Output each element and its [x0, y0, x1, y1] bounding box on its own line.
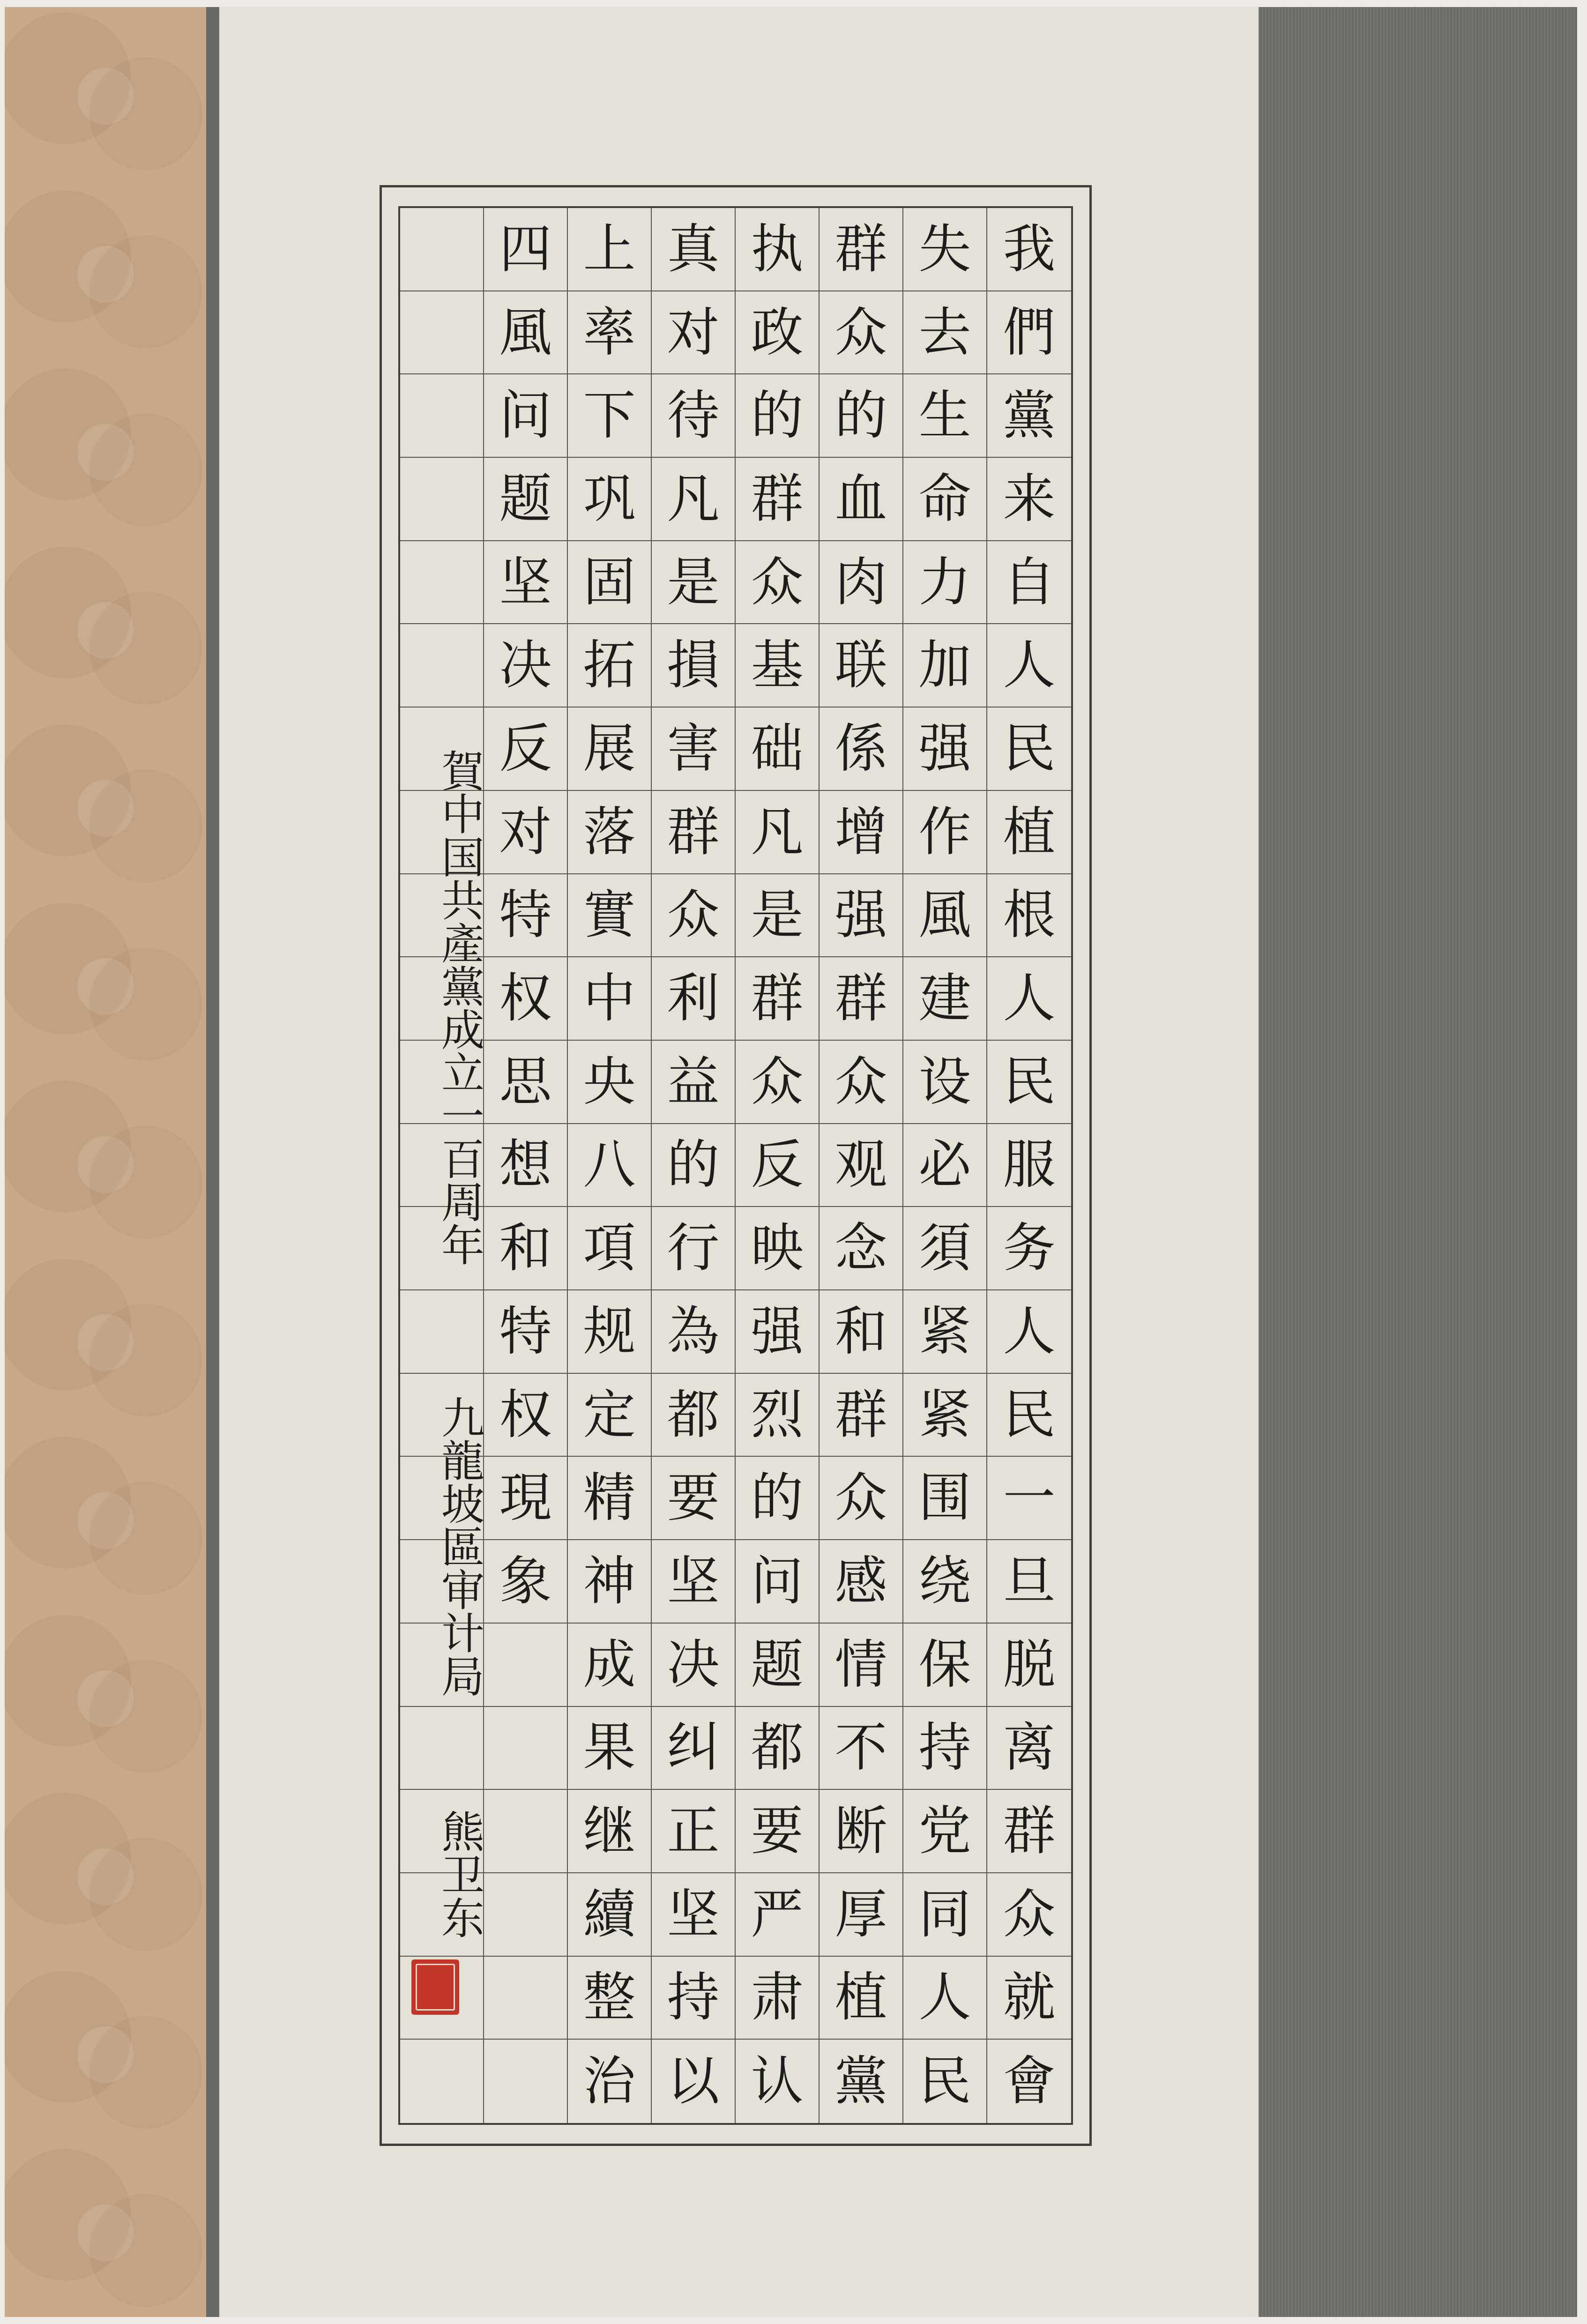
grid-cell [400, 541, 484, 625]
grid-character: 坚 [652, 1540, 736, 1624]
grid-character: 增 [820, 791, 903, 874]
left-dark-border [206, 7, 219, 2317]
grid-character: 断 [820, 1790, 903, 1873]
grid-character: 基 [736, 624, 820, 708]
grid-character: 必 [903, 1124, 987, 1207]
grid-character: 民 [987, 708, 1071, 791]
grid-character: 同 [903, 1873, 987, 1957]
grid-character: 須 [903, 1207, 987, 1290]
left-brocade-mount [5, 7, 206, 2317]
grid-character: 人 [987, 957, 1071, 1041]
grid-character: 落 [568, 791, 652, 874]
grid-character: 失 [903, 208, 987, 291]
grid-character: 真 [652, 208, 736, 291]
grid-character: 利 [652, 957, 736, 1041]
grid-character: 权 [484, 1374, 568, 1457]
grid-character: 烈 [736, 1374, 820, 1457]
grid-character: 肉 [820, 541, 903, 625]
grid-character: 都 [652, 1374, 736, 1457]
grid-character: 纠 [652, 1707, 736, 1790]
grid-character: 感 [820, 1540, 903, 1624]
grid-character: 问 [736, 1540, 820, 1624]
grid-character: 行 [652, 1207, 736, 1290]
grid-character: 精 [568, 1457, 652, 1540]
right-dark-mount [1259, 7, 1577, 2317]
grid-cell [400, 291, 484, 375]
grid-cell [484, 1957, 568, 2040]
grid-character: 执 [736, 208, 820, 291]
grid-character: 續 [568, 1873, 652, 1957]
grid-character: 不 [820, 1707, 903, 1790]
grid-character: 决 [484, 624, 568, 708]
grid-character: 建 [903, 957, 987, 1041]
grid-character: 生 [903, 374, 987, 458]
grid-character: 特 [484, 874, 568, 958]
grid-character: 成 [568, 1624, 652, 1707]
grid-character: 肃 [736, 1957, 820, 2040]
grid-character: 思 [484, 1041, 568, 1124]
grid-character: 命 [903, 458, 987, 541]
grid-character: 强 [820, 874, 903, 958]
grid-cell [484, 1707, 568, 1790]
grid-cell [400, 458, 484, 541]
grid-character: 四 [484, 208, 568, 291]
grid-character: 神 [568, 1540, 652, 1624]
grid-character: 绕 [903, 1540, 987, 1624]
grid-character: 规 [568, 1290, 652, 1374]
grid-character: 作 [903, 791, 987, 874]
grid-character: 众 [987, 1873, 1071, 1957]
grid-character: 植 [987, 791, 1071, 874]
grid-character: 根 [987, 874, 1071, 958]
grid-character: 群 [652, 791, 736, 874]
grid-character: 离 [987, 1707, 1071, 1790]
grid-cell [484, 2040, 568, 2123]
grid-character: 围 [903, 1457, 987, 1540]
grid-character: 的 [820, 374, 903, 458]
grid-character: 下 [568, 374, 652, 458]
grid-character: 人 [987, 1290, 1071, 1374]
grid-cell [400, 2040, 484, 2123]
grid-character: 认 [736, 2040, 820, 2123]
grid-character: 的 [736, 1457, 820, 1540]
grid-character: 凡 [652, 458, 736, 541]
grid-character: 众 [820, 291, 903, 375]
grid-character: 严 [736, 1873, 820, 1957]
grid-character: 础 [736, 708, 820, 791]
grid-character: 人 [903, 1957, 987, 2040]
grid-character: 植 [820, 1957, 903, 2040]
grid-character: 众 [652, 874, 736, 958]
grid-character: 風 [484, 291, 568, 375]
grid-character: 拓 [568, 624, 652, 708]
grid-character: 问 [484, 374, 568, 458]
seal-border [416, 1964, 455, 2011]
grid-character: 群 [987, 1790, 1071, 1873]
grid-character: 益 [652, 1041, 736, 1124]
calligraphy-grid [398, 206, 1073, 2125]
grid-character: 特 [484, 1290, 568, 1374]
grid-character: 脱 [987, 1624, 1071, 1707]
grid-character: 念 [820, 1207, 903, 1290]
grid-character: 紧 [903, 1374, 987, 1457]
grid-character: 党 [903, 1790, 987, 1873]
grid-character: 继 [568, 1790, 652, 1873]
grid-character: 群 [820, 1374, 903, 1457]
grid-character: 群 [736, 458, 820, 541]
grid-character: 凡 [736, 791, 820, 874]
grid-character: 强 [736, 1290, 820, 1374]
grid-character: 题 [736, 1624, 820, 1707]
grid-character: 固 [568, 541, 652, 625]
grid-character: 厚 [820, 1873, 903, 1957]
grid-character: 和 [820, 1290, 903, 1374]
inscription-line2: 九龍坡區审计局 [434, 1395, 484, 1697]
grid-character: 对 [484, 791, 568, 874]
signature: 熊卫东 [434, 1810, 484, 1939]
grid-cell [484, 1624, 568, 1707]
grid-character: 正 [652, 1790, 736, 1873]
grid-character: 想 [484, 1124, 568, 1207]
grid-character: 题 [484, 458, 568, 541]
grid-character: 會 [1003, 2051, 1056, 2112]
grid-character: 反 [484, 708, 568, 791]
grid-character: 黨 [987, 374, 1071, 458]
grid-character: 損 [652, 624, 736, 708]
grid-character: 旦 [987, 1540, 1071, 1624]
grid-character: 央 [568, 1041, 652, 1124]
red-seal-stamp [411, 1959, 459, 2015]
grid-character: 為 [652, 1290, 736, 1374]
grid-character: 联 [820, 624, 903, 708]
grid-character: 强 [903, 708, 987, 791]
grid-character: 坚 [484, 541, 568, 625]
grid-character: 風 [903, 874, 987, 958]
grid-character: 整 [568, 1957, 652, 2040]
grid-character: 坚 [652, 1873, 736, 1957]
grid-character: 們 [987, 291, 1071, 375]
grid-character: 的 [652, 1124, 736, 1207]
grid-cell [400, 374, 484, 458]
grid-character: 人 [987, 624, 1071, 708]
grid-character: 黨 [820, 2040, 903, 2123]
grid-character: 待 [652, 374, 736, 458]
grid-character: 来 [987, 458, 1071, 541]
grid-cell [400, 208, 484, 291]
grid-character: 观 [820, 1124, 903, 1207]
grid-character: 权 [484, 957, 568, 1041]
grid-character: 众 [736, 1041, 820, 1124]
grid-character: 民 [987, 1374, 1071, 1457]
grid-character: 政 [736, 291, 820, 375]
inscription-line1: 賀中国共產黨成立一百周年 [434, 749, 484, 1266]
grid-character: 务 [987, 1207, 1071, 1290]
grid-cell [484, 1790, 568, 1873]
grid-character: 上 [568, 208, 652, 291]
grid-character: 定 [568, 1374, 652, 1457]
grid-character: 要 [736, 1790, 820, 1873]
grid-character: 群 [820, 957, 903, 1041]
grid-character: 現 [484, 1457, 568, 1540]
grid-character: 是 [736, 874, 820, 958]
grid-character: 展 [568, 708, 652, 791]
grid-character: 率 [568, 291, 652, 375]
grid-character: 持 [903, 1707, 987, 1790]
grid-character: 映 [736, 1207, 820, 1290]
grid-character: 紧 [903, 1290, 987, 1374]
grid-character: 自 [987, 541, 1071, 625]
grid-character: 民 [903, 2040, 987, 2123]
grid-character: 情 [820, 1624, 903, 1707]
grid-character: 的 [736, 374, 820, 458]
grid-character: 中 [568, 957, 652, 1041]
grid-character: 係 [820, 708, 903, 791]
grid-character: 實 [568, 874, 652, 958]
grid-character: 众 [820, 1041, 903, 1124]
grid-character: 是 [652, 541, 736, 625]
grid-character: 和 [484, 1207, 568, 1290]
grid-character: 治 [568, 2040, 652, 2123]
grid-character: 民 [987, 1041, 1071, 1124]
grid-character: 保 [903, 1624, 987, 1707]
grid-character: 要 [652, 1457, 736, 1540]
grid-character: 力 [903, 541, 987, 625]
grid-character: 持 [652, 1957, 736, 2040]
grid-character: 我 [987, 208, 1071, 291]
grid-character: 加 [903, 624, 987, 708]
grid-character: 就 [987, 1957, 1071, 2040]
grid-cell [484, 1873, 568, 1957]
grid-character: 血 [820, 458, 903, 541]
grid-character: 决 [652, 1624, 736, 1707]
grid-character: 众 [820, 1457, 903, 1540]
grid-character: 服 [987, 1124, 1071, 1207]
grid-character: 群 [820, 208, 903, 291]
grid-character: 果 [568, 1707, 652, 1790]
grid-character: 八 [568, 1124, 652, 1207]
grid-character: 都 [736, 1707, 820, 1790]
grid-character: 象 [484, 1540, 568, 1624]
grid-character: 害 [652, 708, 736, 791]
grid-character: 項 [568, 1207, 652, 1290]
grid-character: 去 [903, 291, 987, 375]
grid-character: 一 [987, 1457, 1071, 1540]
grid-character: 反 [736, 1124, 820, 1207]
grid-character: 众 [736, 541, 820, 625]
grid-character: 群 [736, 957, 820, 1041]
grid-character: 设 [903, 1041, 987, 1124]
grid-character: 对 [652, 291, 736, 375]
grid-character: 以 [652, 2040, 736, 2123]
grid-character: 巩 [568, 458, 652, 541]
